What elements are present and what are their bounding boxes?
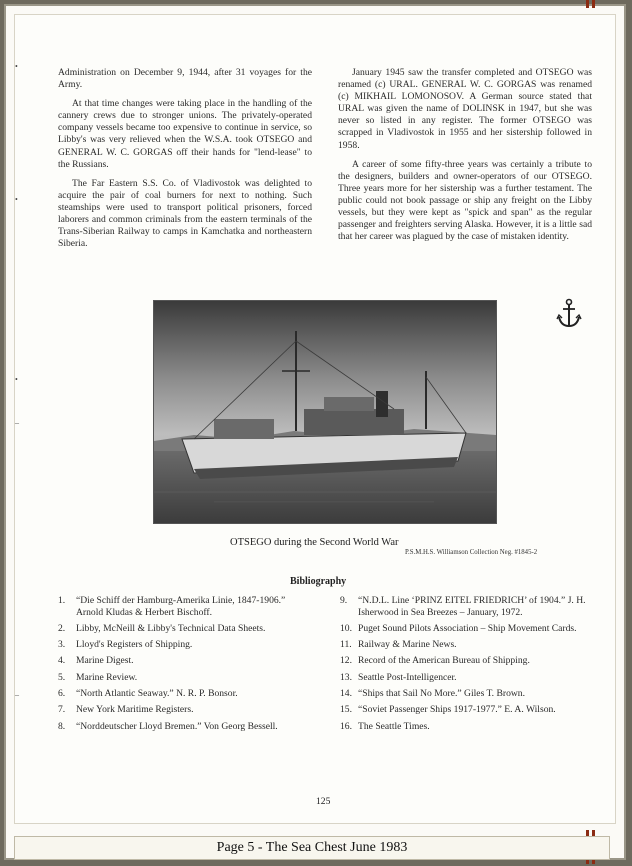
item-text: Libby, McNeill & Libby's Technical Data Sheets. bbox=[76, 622, 266, 634]
item-text: Puget Sound Pilots Association – Ship Movement Cards. bbox=[358, 622, 577, 634]
bibliography-item bbox=[340, 595, 592, 618]
top-ornament bbox=[586, 0, 589, 8]
bibliography-item bbox=[340, 704, 592, 716]
item-text: Seattle Post-Intelligencer. bbox=[358, 671, 457, 683]
margin-mark: • bbox=[15, 62, 18, 71]
left-paragraph-1: Administration on December 9, 1944, after 31 voyages for the Army. bbox=[58, 67, 312, 91]
item-text: Marine Digest. bbox=[76, 655, 134, 667]
item-text: “Soviet Passenger Ships 1917-1977.” E. A. Wilson. bbox=[358, 704, 556, 716]
bibliography-item bbox=[340, 672, 592, 684]
item-number: 11. bbox=[340, 639, 352, 651]
item-number: 14. bbox=[340, 688, 352, 699]
photo-credit: P.S.M.H.S. Williamson Collection Neg. #1845-2 bbox=[405, 549, 538, 556]
left-text-column bbox=[58, 67, 312, 257]
item-text: Railway & Marine News. bbox=[358, 639, 457, 651]
bibliography-item bbox=[340, 721, 592, 733]
item-text: “Norddeutscher Lloyd Bremen.” Von Georg Bessell. bbox=[76, 720, 278, 732]
top-ornament-2 bbox=[592, 0, 595, 8]
item-number: 13. bbox=[340, 671, 352, 683]
item-number: 10. bbox=[340, 622, 352, 634]
bibliography-title: Bibliography bbox=[290, 576, 347, 587]
item-text: Lloyd's Registers of Shipping. bbox=[76, 639, 193, 651]
item-text: New York Maritime Registers. bbox=[76, 704, 194, 716]
item-text: “Die Schiff der Hamburg-Amerika Linie, 1847-1906.” Arnold Kludas & Herbert Bischoff. bbox=[76, 595, 286, 618]
item-number: 1. bbox=[58, 595, 66, 606]
bibliography-item bbox=[340, 688, 592, 700]
item-number: 12. bbox=[340, 655, 352, 667]
footer-caption: Page 5 - The Sea Chest June 1983 bbox=[14, 836, 610, 860]
bibliography-item bbox=[340, 623, 592, 635]
bibliography-item bbox=[340, 655, 592, 667]
bibliography-item bbox=[58, 655, 306, 667]
bibliography-item bbox=[58, 704, 306, 716]
item-number: 9. bbox=[340, 595, 348, 606]
anchor-icon bbox=[556, 298, 582, 330]
left-paragraph-3: The Far Eastern S.S. Co. of Vladivostok was delighted to acquire the pair of coal burners for next to nothing. Such steamships were used to transport political prisoners, forced laborers and common criminals from the eastern terminals of the Trans-Siberian Railway to camps in Kamchatka and northeastern Siberia. bbox=[58, 177, 312, 250]
margin-mark: • bbox=[15, 375, 18, 384]
page-number: 125 bbox=[316, 796, 331, 807]
right-text-column bbox=[338, 67, 592, 250]
margin-mark: – bbox=[15, 690, 19, 699]
bibliography-list-right bbox=[340, 595, 592, 737]
bibliography-item bbox=[58, 688, 306, 700]
item-number: 4. bbox=[58, 655, 66, 667]
right-paragraph-1: January 1945 saw the transfer completed and OTSEGO was renamed (c) URAL. GENERAL W. C. GORGAS was renamed (c) MIKHAIL LOMONOSOV. A German source stated that URAL was given the name of DOLINSK in 1947, but she was never so listed in any register. The former OTSEGO was scrapped in Vladivostok in 1955 and her sistership followed in 1958. bbox=[338, 67, 592, 151]
bibliography-item bbox=[58, 639, 306, 651]
item-number: 15. bbox=[340, 704, 352, 716]
ship-photo bbox=[153, 300, 497, 524]
right-paragraph-2: A career of some fifty-three years was certainly a tribute to the designers, builders and owner-operators of our OTSEGO. Three years more for her sistership was a further testament. The public could not book passage or ship any freight on the Libby vessels, but they were kept as "spick and span" as the regular passenger and freighters serving Alaska. However, it is a little sad that her career was plagued by the case of mistaken identity. bbox=[338, 158, 592, 243]
bibliography-item bbox=[58, 672, 306, 684]
ship-photo-image bbox=[154, 301, 496, 523]
item-text: “Ships that Sail No More.” Giles T. Brown. bbox=[358, 688, 525, 699]
item-number: 6. bbox=[58, 688, 66, 699]
item-text: Marine Review. bbox=[76, 671, 138, 683]
margin-mark: • bbox=[15, 195, 18, 204]
bibliography-item bbox=[58, 721, 306, 733]
margin-mark: – bbox=[15, 418, 19, 427]
item-number: 7. bbox=[58, 704, 66, 716]
bibliography-item bbox=[340, 639, 592, 651]
bibliography-item bbox=[58, 595, 306, 618]
item-number: 2. bbox=[58, 622, 66, 634]
photo-caption: OTSEGO during the Second World War bbox=[230, 537, 399, 548]
item-number: 3. bbox=[58, 639, 66, 651]
bibliography-list-left bbox=[58, 595, 306, 737]
item-number: 16. bbox=[340, 720, 352, 732]
left-paragraph-2: At that time changes were taking place in the handling of the cannery crews due to stronger unions. The privately-operated company vessels became too expensive to continue in service, so Libby's was very relieved when the W.S.A. took OTSEGO and GENERAL W. C. GORGAS off their hands for "lend-lease" to the Russians. bbox=[58, 98, 312, 170]
item-text: “N.D.L. Line ‘PRINZ EITEL FRIEDRICH’ of 1904.” J. H. Isherwood in Sea Breezes – January, 1972. bbox=[358, 595, 586, 618]
item-number: 8. bbox=[58, 720, 66, 732]
item-text: Record of the American Bureau of Shipping. bbox=[358, 655, 530, 667]
item-number: 5. bbox=[58, 671, 66, 683]
item-text: The Seattle Times. bbox=[358, 720, 430, 732]
bibliography-item bbox=[58, 623, 306, 635]
item-text: “North Atlantic Seaway.” N. R. P. Bonsor. bbox=[76, 688, 238, 699]
